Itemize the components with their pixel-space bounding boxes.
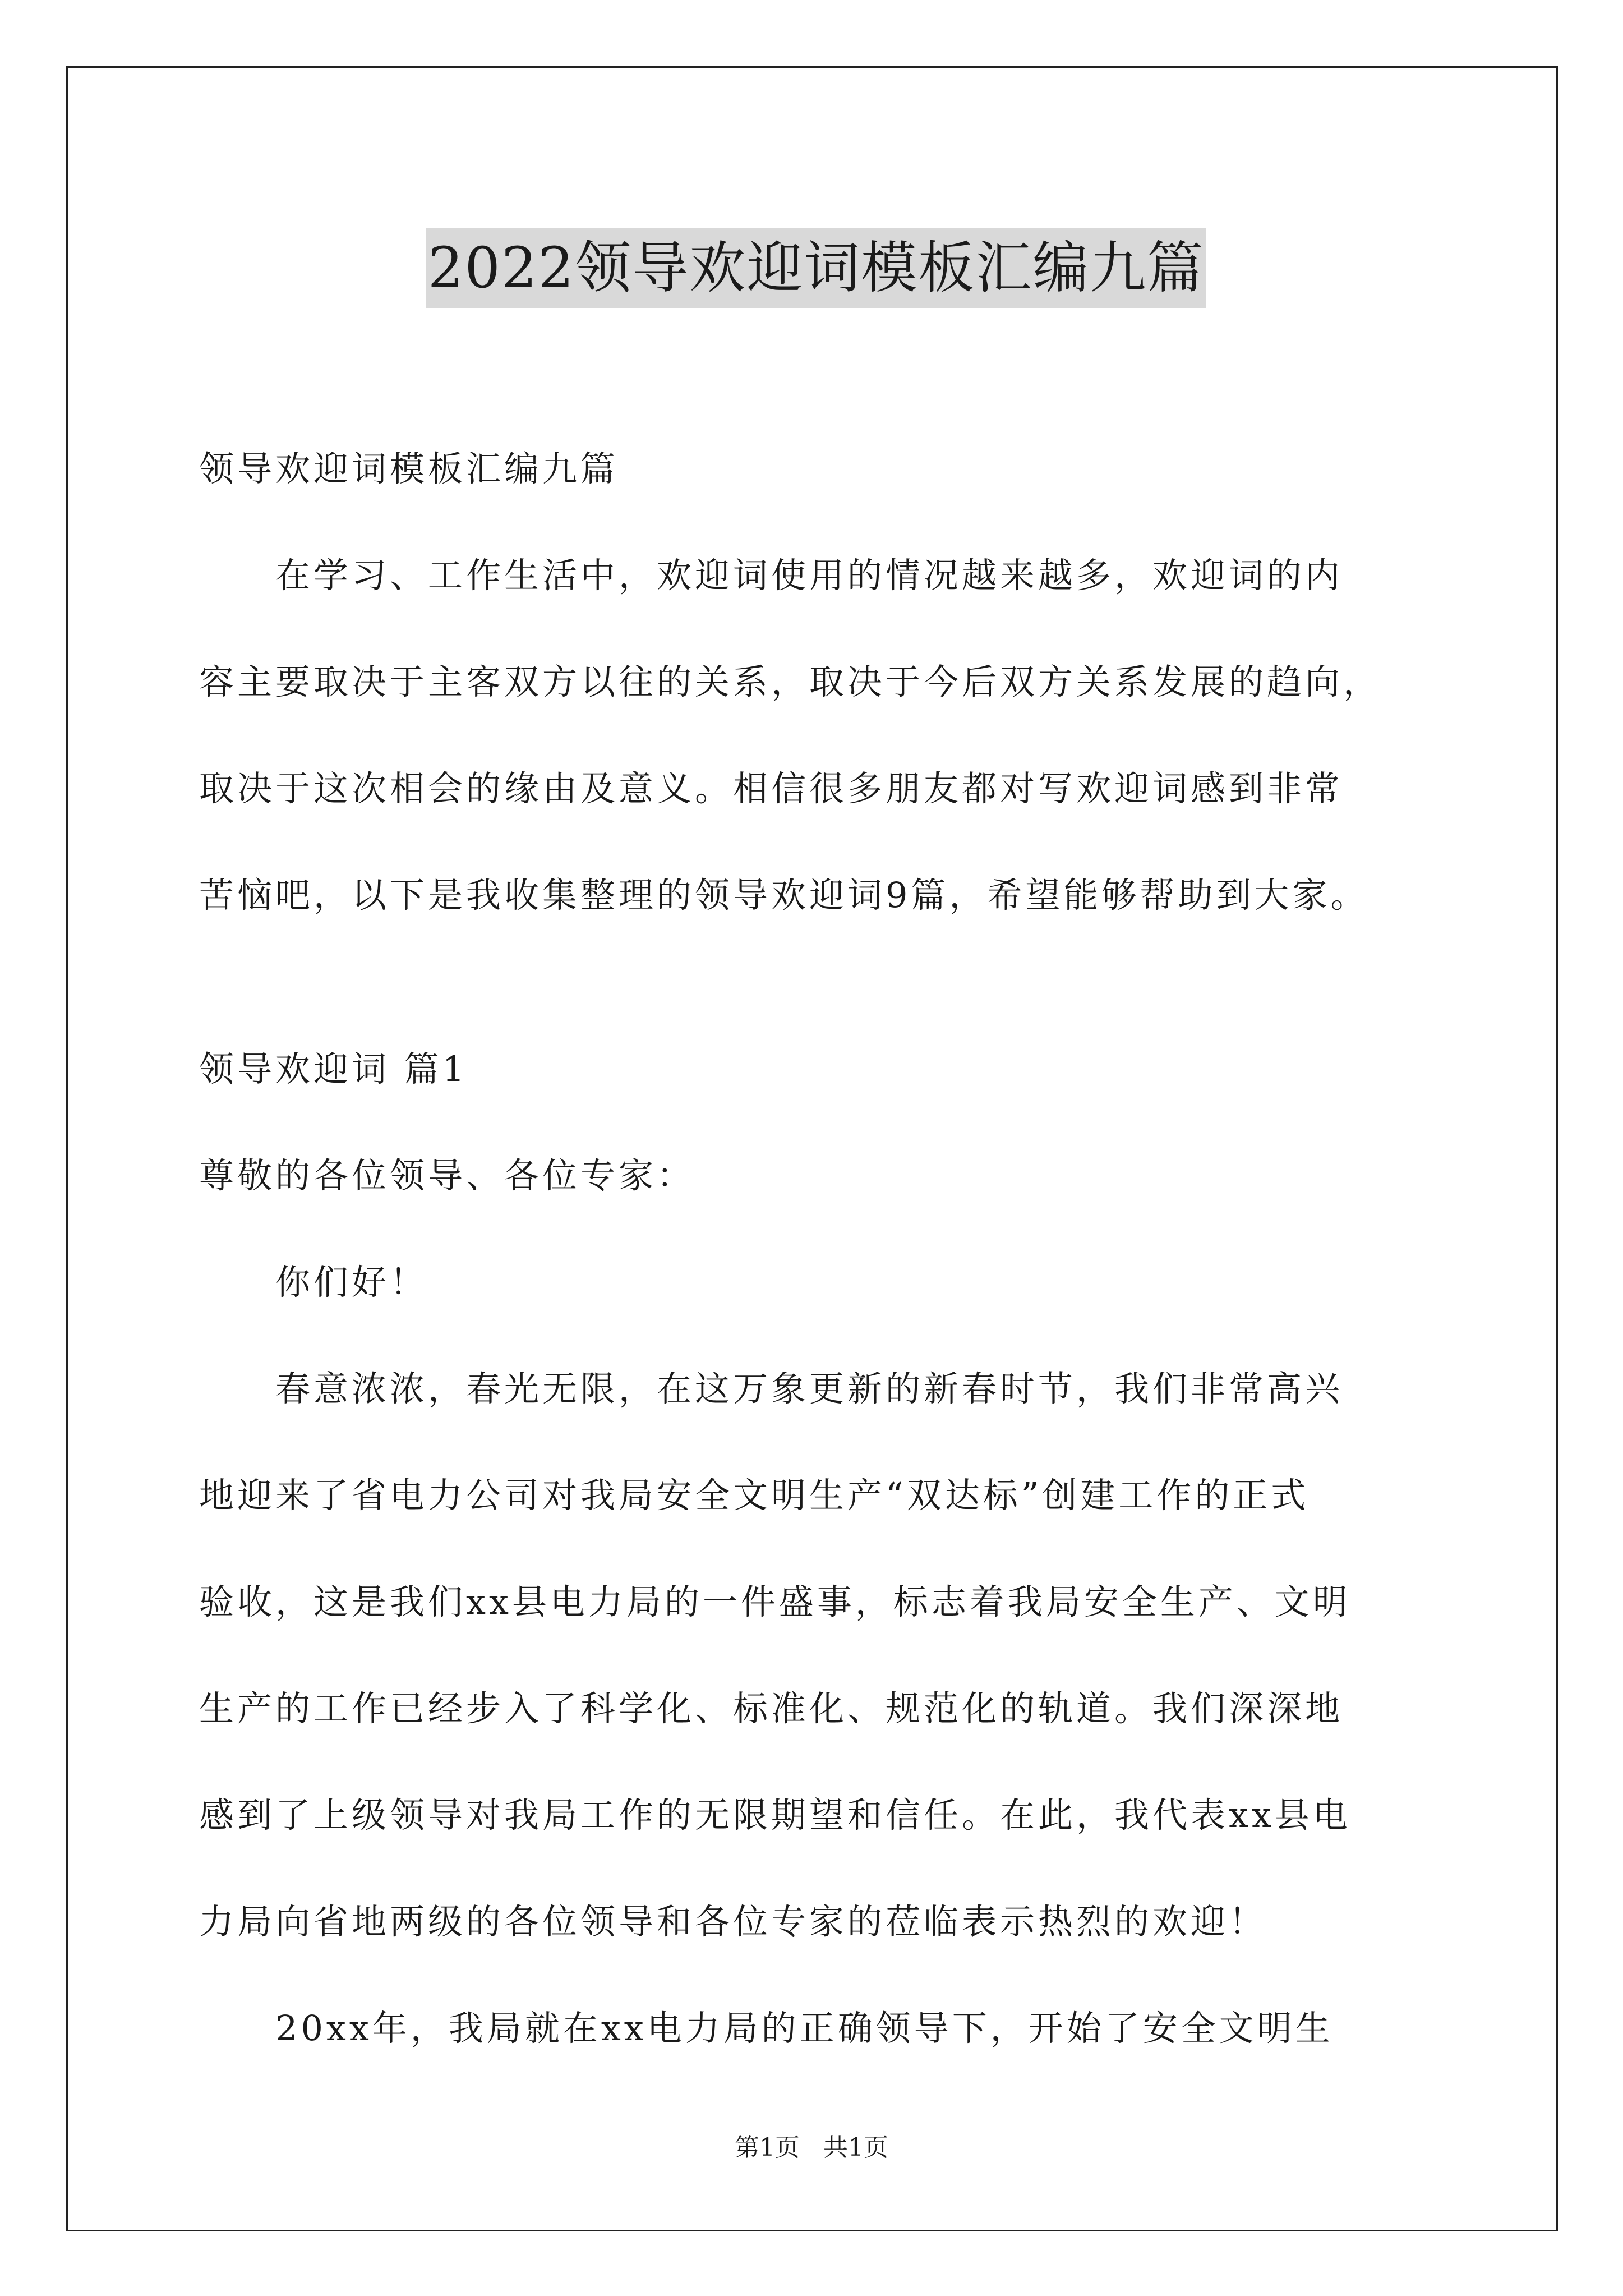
intro-line: 苦恼吧，以下是我收集整理的领导欢迎词9篇，希望能够帮助到大家。: [199, 875, 1369, 915]
greeting: 你们好！: [275, 1262, 428, 1303]
page-number-current: 第1页: [735, 2133, 800, 2162]
body-paragraph-2: [199, 1975, 1433, 2082]
intro-line: 在学习、工作生活中，欢迎词使用的情况越来越多，欢迎词的内: [275, 555, 1344, 596]
paragraph-line: 力局向省地两级的各位领导和各位专家的莅临表示热烈的欢迎！: [199, 1901, 1267, 1942]
body-paragraph-1: [199, 1336, 1433, 1975]
section-gap: [199, 949, 1433, 1016]
paragraph-line: 生产的工作已经步入了科学化、标准化、规范化的轨道。我们深深地: [199, 1688, 1344, 1729]
paragraph-line: 春意浓浓，春光无限，在这万象更新的新春时节，我们非常高兴: [275, 1368, 1344, 1409]
salutation: 尊敬的各位领导、各位专家：: [199, 1155, 695, 1196]
intro-line: 容主要取决于主客双方以往的关系，取决于今后双方关系发展的趋向，: [199, 661, 1382, 702]
intro-paragraph: [199, 522, 1433, 949]
paragraph-line: 地迎来了省电力公司对我局安全文明生产“双达标”创建工作的正式: [199, 1475, 1310, 1516]
page-footer: [0, 2127, 1623, 2163]
section-heading: 领导欢迎词 篇1: [199, 1048, 468, 1089]
title-wrap: [199, 191, 1433, 346]
paragraph-line: 验收，这是我们xx县电力局的一件盛事，标志着我局安全生产、文明: [199, 1581, 1351, 1622]
subtitle: 领导欢迎词模板汇编九篇: [199, 448, 619, 489]
paragraph-line: 感到了上级领导对我局工作的无限期望和信任。在此，我代表xx县电: [199, 1795, 1351, 1835]
paragraph-line: 20xx年，我局就在xx电力局的正确领导下，开始了安全文明生: [275, 2008, 1334, 2049]
intro-line: 取决于这次相会的缘由及意义。相信很多朋友都对写欢迎词感到非常: [199, 768, 1344, 809]
document-body: [199, 191, 1433, 2082]
page-number-total: 共1页: [823, 2133, 888, 2162]
document-title: 2022领导欢迎词模板汇编九篇: [426, 228, 1207, 308]
